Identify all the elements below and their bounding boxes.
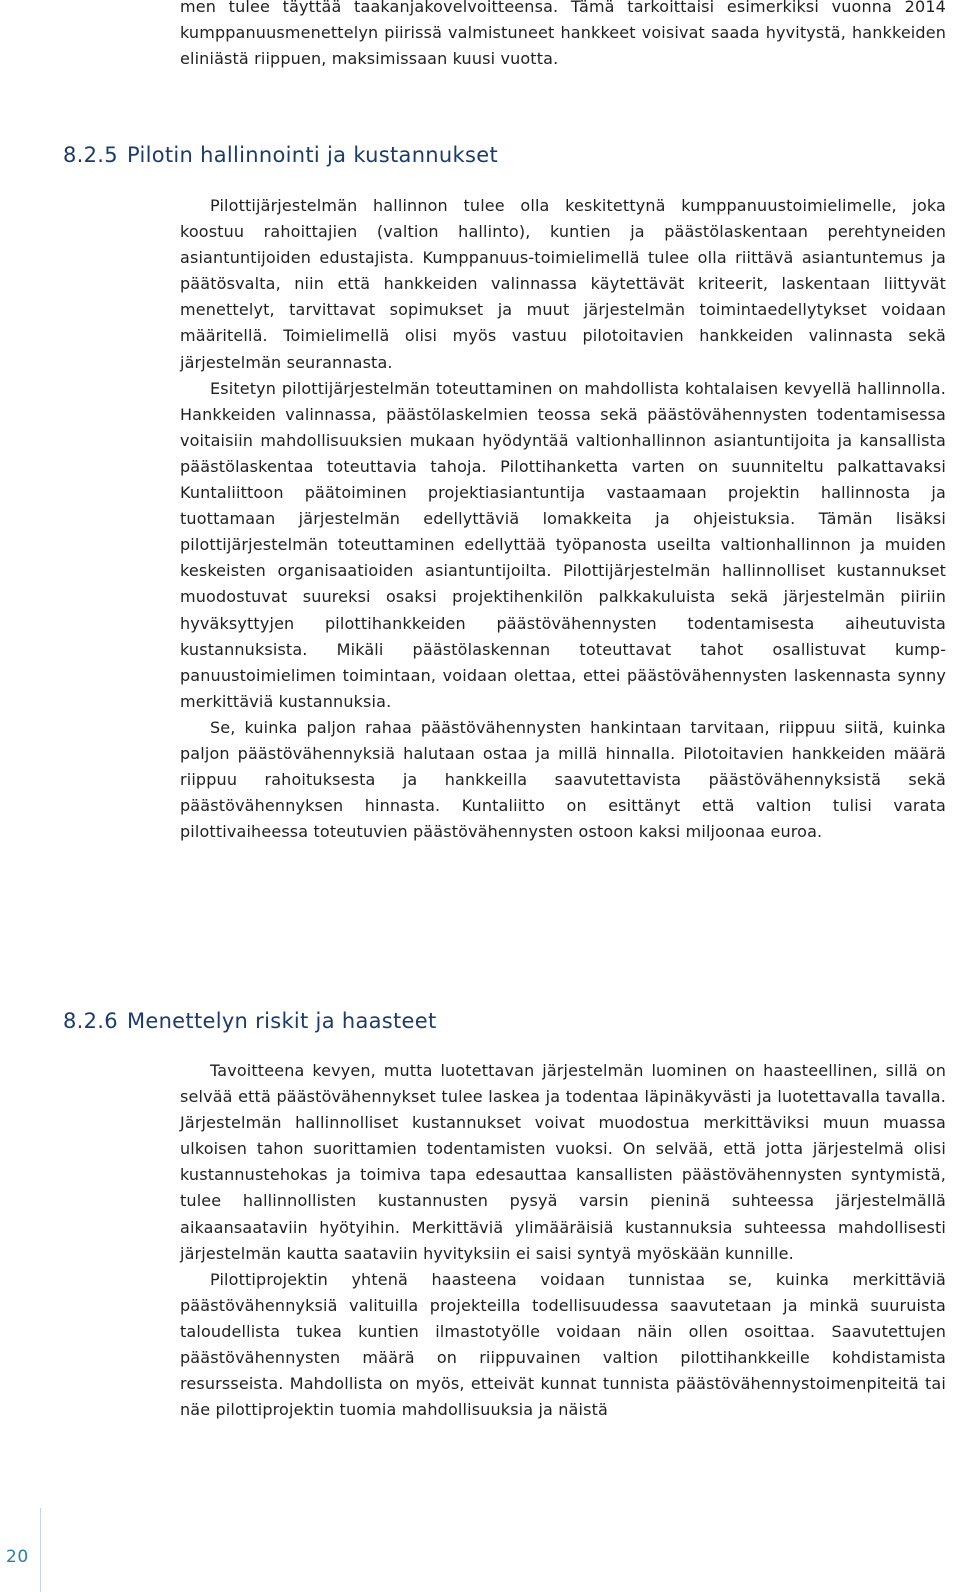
margin-divider	[40, 1508, 41, 1592]
section-title: Menettelyn riskit ja haasteet	[126, 1009, 437, 1033]
intro-paragraph-block	[180, 0, 946, 72]
section-heading-8-2-5	[63, 143, 498, 167]
section-8-2-6-body	[180, 1058, 946, 1423]
body-paragraph: Esitetyn pilottijärjestelmän toteuttaminen on mahdollista kohtalaisen kevyellä hallinnolla. Hankkeiden valinnassa, päästölaskelmien teossa sekä päästövähennysten todentamisessa voitaisiin mahdollisuuksien mukaan hyödyntää valtionhallinnon asiantuntijoita ja kansallista päästölaskentaa toteuttavia tahoja. Pilottihanketta varten on suunniteltu palkattavaksi Kuntaliittoon päätoiminen projektiasiantuntija vastaamaan projektin hallinnosta ja tuottamaan järjestelmän edellyttäviä lomakkeita ja ohjeistuksia. Tämän lisäksi pilottijärjestelmän toteuttaminen edellyttää työpanosta useilta valtionhallinnon ja muiden keskeisten organisaatioiden asiantuntijoilta. Pilottijärjestelmän hallinnolliset kustannukset muodostuvat suureksi osaksi projektihenkilön palkkakuluista sekä järjestelmän piiriin hyväksyttyjen pilottihankkeiden päästövähennysten todentamisesta aiheutuvista kustannuksista. Mikäli päästölaskennan toteuttavat tahot osallistuvat kumppanuustoimielimen toimintaan, voidaan olettaa, ettei päästövähennysten laskennasta synny merkittäviä kustannuksia.	[180, 378, 946, 711]
section-number: 8.2.6	[63, 1009, 118, 1033]
page-number: 20	[6, 1547, 29, 1567]
body-paragraph: Tavoitteena kevyen, mutta luotettavan järjestelmän luominen on haasteellinen, sillä on selvää että päästövähennykset tulee laskea ja todentaa läpinäkyvästi ja luotettavalla tavalla. Järjestelmän hallinnolliset kustannukset voivat muodostua merkittäviksi muun muassa ulkoisen tahon suorittamien todentamisten vuoksi. On selvää, että jotta järjestelmä olisi kustannustehokas ja toimiva tapa edesauttaa kansallisten päästövähennysten syntymistä, tulee hallinnollisten kustannusten pysyä varsin pieninä suhteessa järjestelmällä aikaansaataviin hyötyihin. Merkittäviä ylimääräisiä kustannuksia suhteessa mahdollisesti järjestelmän kautta saataviin hyvityksiin ei saisi syntyä myöskään kunnille.	[180, 1061, 946, 1263]
body-paragraph: Pilottiprojektin yhtenä haasteena voidaan tunnistaa se, kuinka merkittäviä päästövähennyksiä valituilla projekteilla todellisuudessa saavutetaan ja minkä suuruista taloudellista tukea kuntien ilmastotyölle voidaan näin ollen osoittaa. Saavutettujen päästövähennysten määrä on riippuvainen valtion pilottihankkeille kohdistamista resursseista. Mahdollista on myös, etteivät kunnat tunnista päästövähennystoimenpiteitä tai näe pilottiprojektin tuomia mahdollisuuksia ja näistä	[180, 1269, 946, 1420]
intro-paragraph: men tulee täyttää taakanjakovelvoitteensa. Tämä tarkoittaisi esimerkiksi vuonna 2014 kumppanuusmenettelyn piirissä valmistuneet hankkeet voisivat saada hyvitystä, hankkeiden eliniästä riippuen, maksimissaan kuusi vuotta.	[180, 0, 946, 69]
section-title: Pilotin hallinnointi ja kustannukset	[126, 143, 498, 167]
body-paragraph: Pilottijärjestelmän hallinnon tulee olla keskitettynä kumppanuustoimielimelle, joka koostuu rahoittajien (valtion hallinto), kuntien ja päästölaskentaan perehtyneiden asiantuntijoiden edustajista. Kumppanuus-toimielimellä tulee olla riittävä asiantuntemus ja päätösvalta, niin että hankkeiden valinnassa käytettävät kriteerit, laskentaan liittyvät menettelyt, tarvittavat sopimukset ja muut järjestelmän toimintaedellytykset voidaan määritellä. Toimielimellä olisi myös vastuu pilotoitavien hankkeiden valinnasta sekä järjestelmän seurannasta.	[180, 196, 946, 372]
section-number: 8.2.5	[63, 143, 118, 167]
section-8-2-5-body	[180, 193, 946, 845]
body-paragraph: Se, kuinka paljon rahaa päästövähennysten hankintaan tarvitaan, riippuu siitä, kuinka paljon päästövähennyksiä halutaan ostaa ja millä hinnalla. Pilotoitavien hankkeiden määrä riippuu rahoituksesta ja hankkeilla saavutettavista päästövähennyksistä sekä päästövähennyksen hinnasta. Kuntaliitto on esittänyt että valtion tulisi varata pilottivaiheessa toteutuvien päästövähennysten ostoon kaksi miljoonaa euroa.	[180, 717, 946, 842]
section-heading-8-2-6	[63, 1009, 437, 1033]
